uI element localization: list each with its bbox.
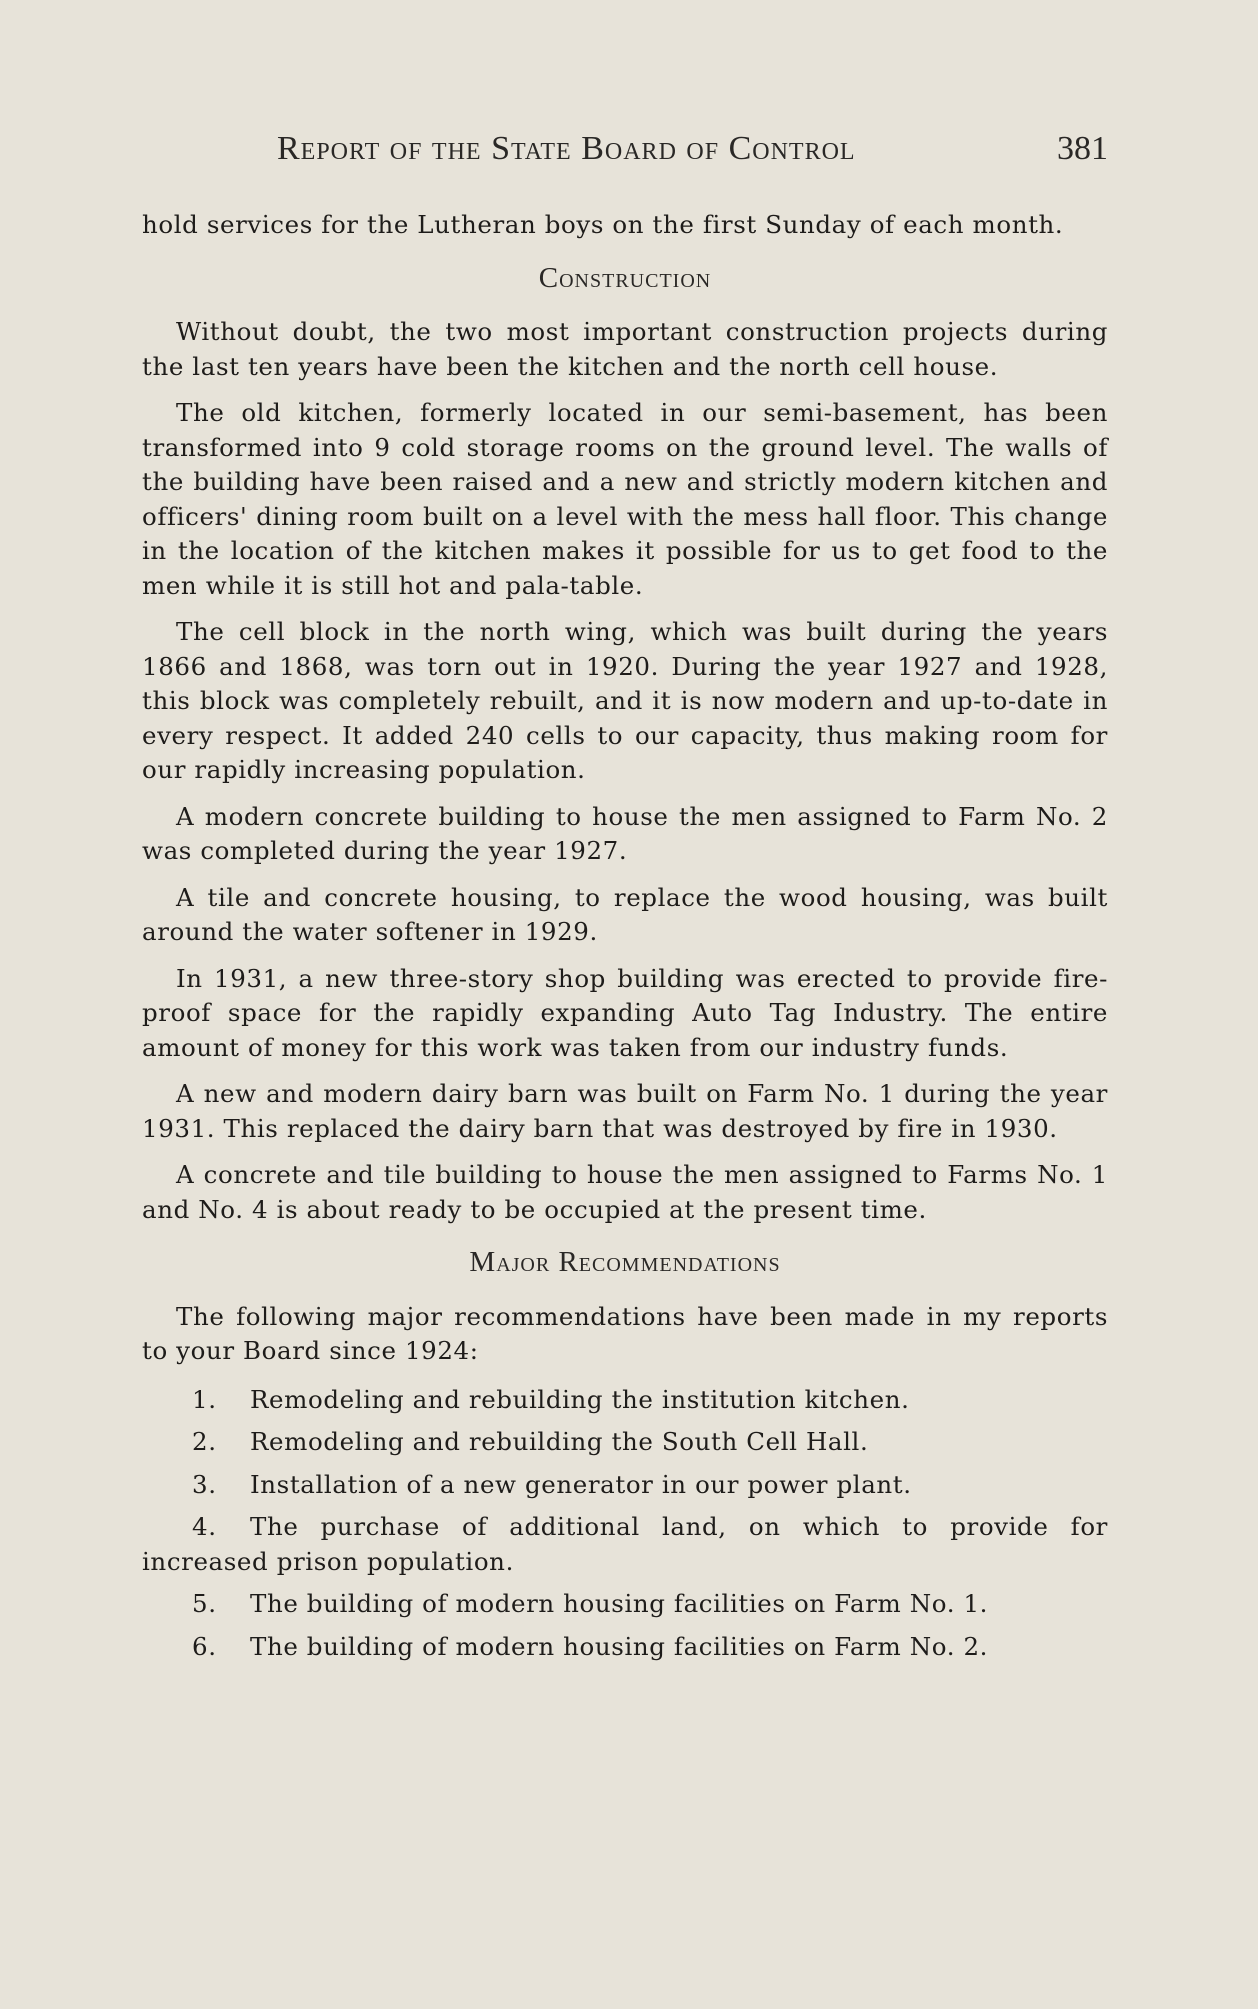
list-item-text: Installation of a new generator in our power plant. [250, 1469, 912, 1499]
list-item [142, 1510, 1108, 1579]
paragraph: A new and modern dairy barn was built on Farm No. 1 during the year 1931. This replaced the dairy barn that was destroyed by fire in 1930. [142, 1079, 1108, 1143]
list-item-text: The building of modern housing facilities on Farm No. 2. [250, 1631, 989, 1661]
list-item-text: The building of modern housing facilities on Farm No. 1. [250, 1589, 989, 1618]
paragraph: The old kitchen, formerly located in our semi-basement, has been transformed into 9 cold storage rooms on the ground level. The walls of the building have been raised and a new and strictly modern kitchen and officers' dining room built on a level with the mess hall floor. This change in the location of the kitchen makes it possible for us to get food to the men while it is still hot and pala-table. [142, 398, 1108, 600]
list-item-number: 1. [192, 1384, 217, 1414]
list-item-text: Remodeling and rebuilding the South Cell Hall. [250, 1427, 869, 1456]
list-item-number: 5. [192, 1589, 217, 1618]
paragraph-continuation: hold services for the Lutheran boys on the first Sunday of each month. [142, 210, 1064, 239]
section-heading-recommendations: Major Recommendations [469, 1246, 781, 1278]
list-item-text: Remodeling and rebuilding the institution kitchen. [250, 1384, 910, 1414]
body-text [142, 208, 1108, 1672]
running-title: Report of the State Board of Control [277, 130, 856, 167]
list-item-number: 6. [192, 1631, 217, 1661]
recommendations-list [142, 1383, 1108, 1665]
paragraph: The following major recommendations have been made in my reports to your Board since 1924: [142, 1301, 1108, 1365]
page-number: 381 [1057, 130, 1108, 167]
list-item [142, 1425, 1108, 1460]
paragraph: The cell block in the north wing, which was built during the years 1866 and 1868, was torn out in 1920. During the year 1927 and 1928, this block was completely rebuilt, and it is now modern and up-to-date in every respect. It added 240 cells to our capacity, thus making room for our rapidly increasing population. [142, 617, 1108, 784]
section-heading-construction: Construction [538, 261, 712, 294]
paragraph: Without doubt, the two most important construction projects during the last ten years have been the kitchen and the north cell house. [142, 317, 1108, 381]
paragraph: In 1931, a new three-story shop building was erected to provide fire-proof space for the rapidly expanding Auto Tag Industry. The entire amount of money for this work was taken from our industry funds. [142, 963, 1108, 1062]
paragraph: A modern concrete building to house the men assigned to Farm No. 2 was completed during the year 1927. [142, 801, 1108, 865]
paragraph: A tile and concrete housing, to replace the wood housing, was built around the water softener in 1929. [142, 882, 1108, 946]
list-item [142, 1587, 1108, 1622]
list-item [142, 1383, 1108, 1418]
list-item-number: 4. [192, 1512, 217, 1541]
list-item [142, 1468, 1108, 1503]
list-item-number: 2. [192, 1427, 217, 1456]
list-item-number: 3. [192, 1469, 217, 1499]
running-head [142, 130, 1108, 178]
list-item-text: The purchase of additional land, on which to provide for increased prison population. [142, 1512, 1108, 1576]
list-item [142, 1630, 1108, 1665]
paragraph: A concrete and tile building to house the men assigned to Farms No. 1 and No. 4 is about ready to be occupied at the present time. [142, 1160, 1108, 1224]
